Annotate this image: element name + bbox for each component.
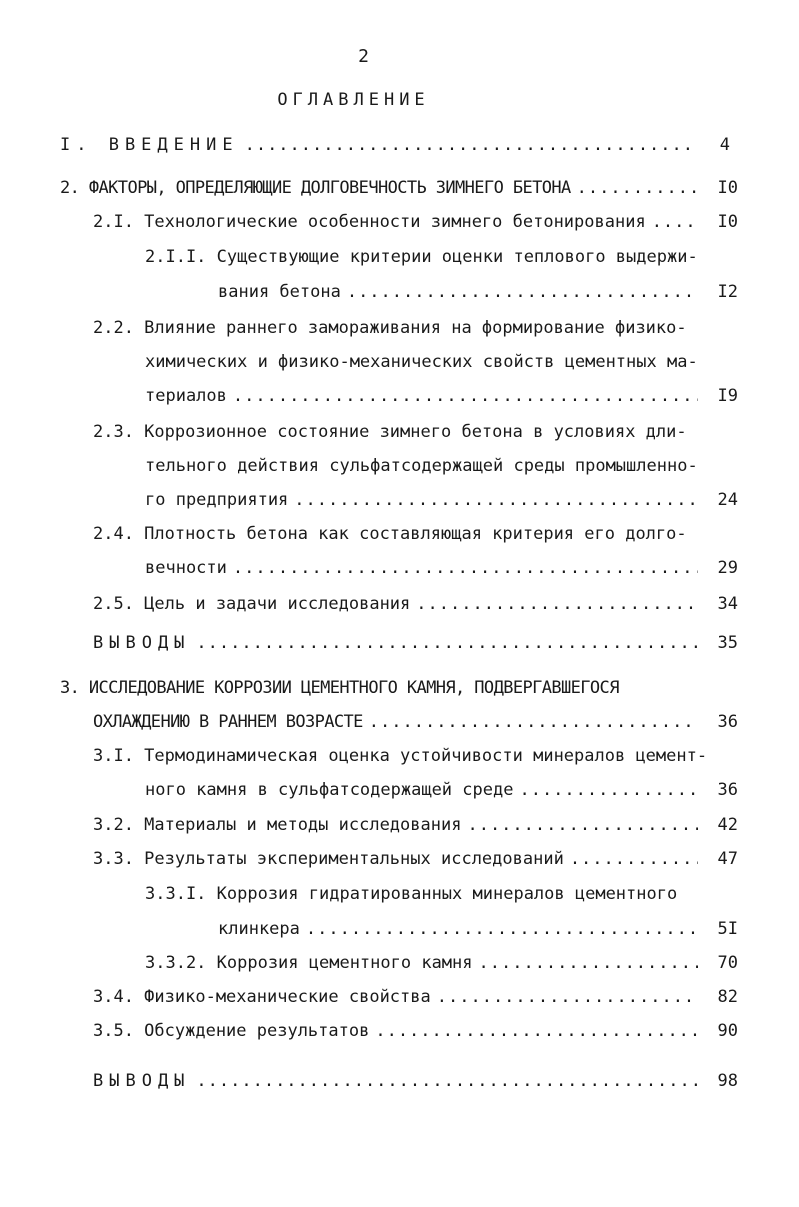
toc-entry-2-3-line2: тельного действия сульфатсодержащей среды промышленно- [145, 456, 698, 476]
toc-entry-2-1-1[interactable] [218, 279, 738, 305]
toc-entry-3-3-2[interactable] [145, 950, 738, 976]
dot-leader [233, 383, 698, 409]
toc-entry-page: 36 [717, 780, 738, 800]
toc-entry-3-5[interactable] [93, 1018, 738, 1044]
dot-leader [233, 555, 698, 581]
dot-leader [416, 591, 698, 617]
dot-leader [437, 984, 698, 1010]
toc-entry-2-4-line1: 2.4. Плотность бетона как составляющая критерия его долго- [93, 524, 687, 544]
toc-entry-chapter-2[interactable] [60, 175, 738, 201]
dot-leader [479, 950, 698, 976]
toc-entry-label: териалов [145, 386, 227, 406]
toc-entry-page: 5I [717, 919, 738, 939]
toc-entry-label: клинкера [218, 919, 300, 939]
toc-entry-2-3[interactable] [145, 487, 738, 513]
dot-leader [652, 209, 698, 235]
toc-entry-label: ВЫВОДЫ [93, 1071, 191, 1091]
toc-entry-2-2[interactable] [145, 383, 738, 409]
toc-entry-label: 3.4. Физико-механические свойства [93, 987, 431, 1007]
toc-entry-label: ного камня в сульфатсодержащей среде [145, 780, 514, 800]
dot-leader [519, 777, 698, 803]
toc-entry-label: 2. ФАКТОРЫ, ОПРЕДЕЛЯЮЩИЕ ДОЛГОВЕЧНОСТЬ ЗИМНЕГО БЕТОНА [60, 178, 571, 198]
toc-entry-label: 3.3. Результаты экспериментальных исследований [93, 849, 564, 869]
toc-entry-label: 3.2. Материалы и методы исследования [93, 815, 462, 835]
toc-entry-2-1[interactable] [93, 209, 738, 235]
toc-entry-page: 36 [717, 712, 738, 732]
dot-leader [294, 487, 698, 513]
toc-entry-3-3-1-line1: 3.3.I. Коррозия гидратированных минералов цементного [145, 884, 678, 904]
toc-entry-page: 70 [717, 953, 738, 973]
toc-entry-3-4[interactable] [93, 984, 738, 1010]
toc-entry-chapter-3-line1: 3. ИССЛЕДОВАНИЕ КОРРОЗИИ ЦЕМЕНТНОГО КАМНЯ, ПОДВЕРГАВШЕГОСЯ [60, 678, 619, 698]
toc-entry-label: ВЫВОДЫ [93, 633, 191, 653]
dot-leader [306, 916, 698, 942]
toc-entry-label: вания бетона [218, 282, 341, 302]
toc-entry-page: 82 [717, 987, 738, 1007]
toc-entry-page: 35 [717, 633, 738, 653]
dot-leader [375, 1018, 698, 1044]
page-number: 2 [358, 46, 369, 67]
toc-entry-label: 3.3.2. Коррозия цементного камня [145, 953, 473, 973]
toc-entry-label: 2.5. Цель и задачи исследования [93, 594, 411, 614]
toc-entry-page: 4 [719, 135, 730, 155]
toc-entry-2-3-line1: 2.3. Коррозионное состояние зимнего бетона в условиях дли- [93, 422, 687, 442]
toc-entry-3-1-line1: 3.I. Термодинамическая оценка устойчивости минералов цемент- [93, 746, 708, 766]
toc-entry-page: I0 [717, 178, 738, 198]
toc-entry-page: 98 [717, 1071, 738, 1091]
toc-entry-3-2[interactable] [93, 812, 738, 838]
toc-entry-2-1-1-line1: 2.I.I. Существующие критерии оценки теплового выдержи- [145, 247, 698, 267]
toc-entry-label: 2.I. Технологические особенности зимнего бетонирования [93, 212, 646, 232]
toc-title: ОГЛАВЛЕНИЕ [277, 90, 430, 110]
dot-leader [577, 175, 698, 201]
dot-leader [369, 709, 698, 735]
toc-entry-conclusions-ch2[interactable] [93, 630, 738, 656]
toc-entry-2-2-line1: 2.2. Влияние раннего замораживания на формирование физико- [93, 318, 687, 338]
dot-leader [570, 846, 698, 872]
toc-entry-label: I. ВВЕДЕНИЕ [60, 135, 239, 155]
toc-entry-page: I9 [717, 386, 738, 406]
toc-entry-page: 29 [717, 558, 738, 578]
toc-entry-3-3[interactable] [93, 846, 738, 872]
dot-leader [245, 132, 690, 158]
toc-entry-page: 24 [717, 490, 738, 510]
toc-entry-page: 47 [717, 849, 738, 869]
toc-entry-chapter-3[interactable] [93, 709, 738, 735]
dot-leader [347, 279, 698, 305]
dot-leader [196, 1068, 698, 1094]
dot-leader [467, 812, 698, 838]
toc-entry-introduction[interactable] [60, 132, 730, 158]
dot-leader [196, 630, 698, 656]
toc-entry-label: 3.5. Обсуждение результатов [93, 1021, 370, 1041]
toc-entry-label: вечности [145, 558, 227, 578]
toc-entry-page: I0 [717, 212, 738, 232]
toc-entry-page: 90 [717, 1021, 738, 1041]
toc-entry-page: 34 [717, 594, 738, 614]
toc-entry-page: I2 [717, 282, 738, 302]
toc-entry-conclusions-ch3[interactable] [93, 1068, 738, 1094]
toc-entry-2-4[interactable] [145, 555, 738, 581]
toc-entry-2-5[interactable] [93, 591, 738, 617]
toc-entry-label: го предприятия [145, 490, 289, 510]
toc-entry-3-3-1[interactable] [218, 916, 738, 942]
toc-entry-3-1[interactable] [145, 777, 738, 803]
toc-entry-2-2-line2: химических и физико-механических свойств цементных ма- [145, 352, 698, 372]
toc-entry-label: ОХЛАЖДЕНИЮ В РАННЕМ ВОЗРАСТЕ [93, 712, 363, 732]
toc-entry-page: 42 [717, 815, 738, 835]
